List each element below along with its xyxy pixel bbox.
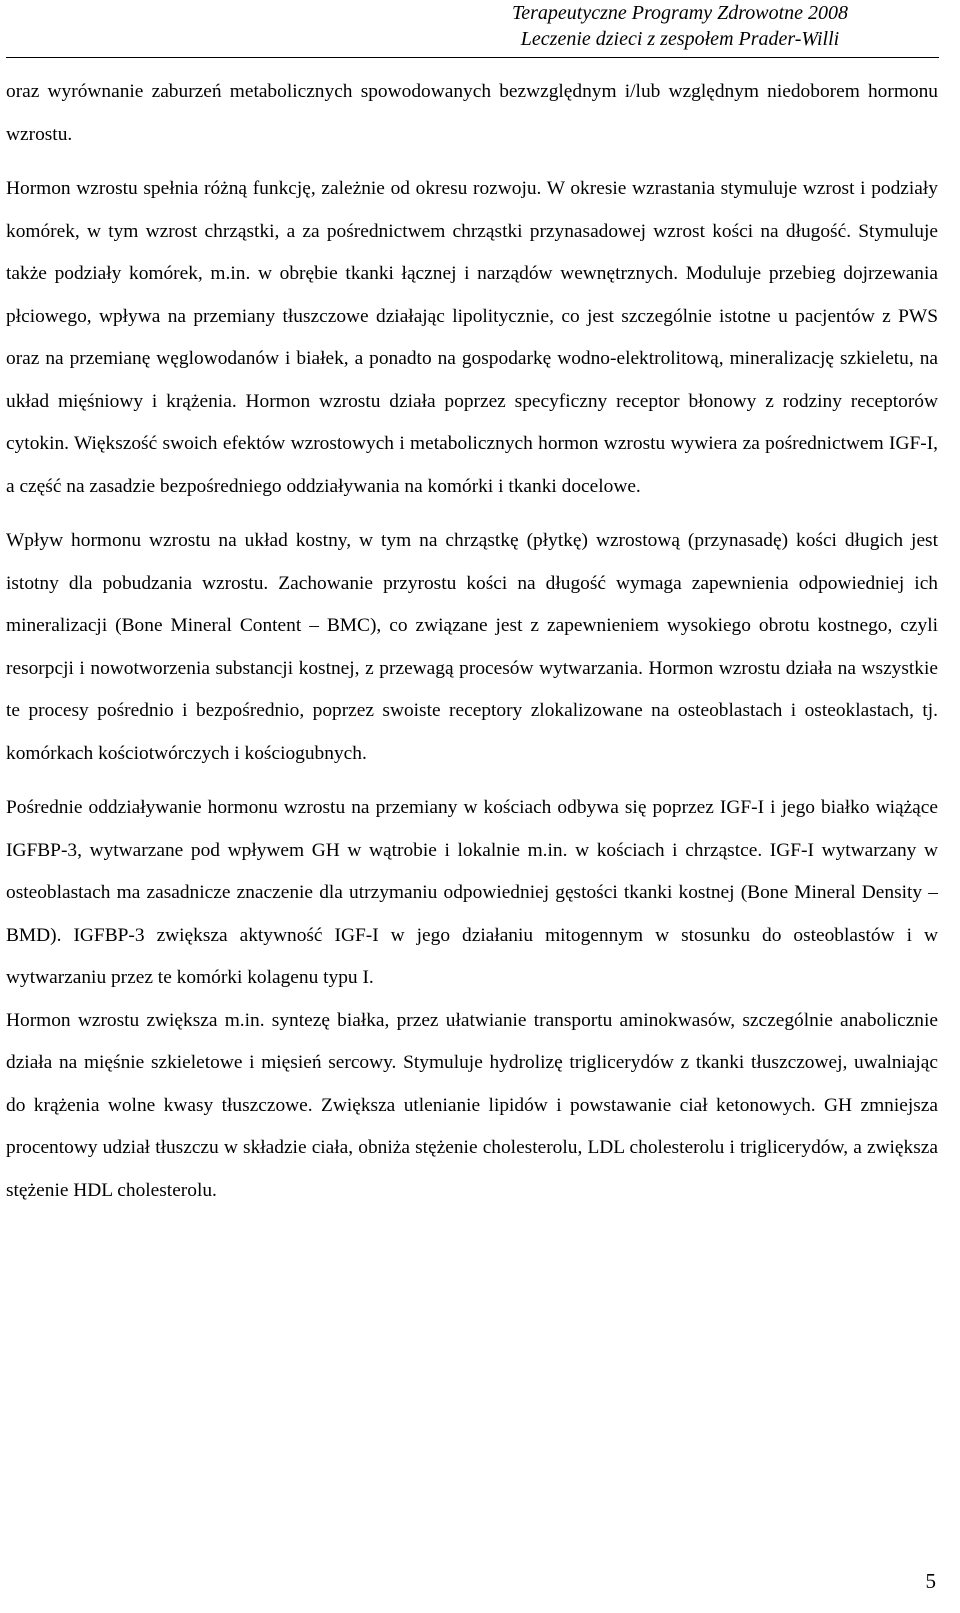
header-article-title: Leczenie dzieci z zespołem Prader-Willi <box>520 28 840 50</box>
running-header <box>470 0 890 52</box>
header-journal-title: Terapeutyczne Programy Zdrowotne 2008 <box>511 2 849 24</box>
paragraph-indirect-action: Pośrednie oddziaływanie hormonu wzrostu na przemiany w kościach odbywa się poprzez IGF-I i jego białko wiążące IGFBP-3, wytwarzane pod wpływem GH w wątrobie i lokalnie m.in. w kościach i chrząstce. IGF-I wytwarzany w osteoblastach ma zasadnicze znaczenie dla utrzymaniu odpowiedniej gęstości tkanki kostnej (Bone Mineral Density – BMD). IGFBP-3 zwiększa aktywność IGF-I w jego działaniu mitogennym w stosunku do osteoblastów i w wytwarzaniu przez te komórki kolagenu typu I. <box>6 797 938 988</box>
paragraph-intro-continuation: oraz wyrównanie zaburzeń metabolicznych spowodowanych bezwzględnym i/lub względnym niedoborem hormonu wzrostu. <box>6 81 938 145</box>
page-number: 5 <box>925 1569 936 1593</box>
paragraph-bone-system: Wpływ hormonu wzrostu na układ kostny, w tym na chrząstkę (płytkę) wzrostową (przynasadę) kości długich jest istotny dla pobudzania wzrostu. Zachowanie przyrostu kości na długość wymaga zapewnienia odpowiedniej ich mineralizacji (Bone Mineral Content – BMC), co związane jest z zapewnieniem wysokiego obrotu kostnego, czyli resorpcji i nowotworzenia substancji kostnej, z przewagą procesów wytwarzania. Hormon wzrostu działa na wszystkie te procesy pośrednio i bezpośrednio, poprzez swoiste receptory zlokalizowane na osteoblastach i osteoklastach, tj. komórkach kościotwórczych i kościogubnych. <box>6 530 938 764</box>
header-rule <box>6 57 939 58</box>
body-text <box>6 71 938 1212</box>
paragraph-hormone-functions: Hormon wzrostu spełnia różną funkcję, zależnie od okresu rozwoju. W okresie wzrastania stymuluje wzrost i podziały komórek, w tym wzrost chrząstki, a za pośrednictwem chrząstki przynasadowej wzrost kości na długość. Stymuluje także podziały komórek, m.in. w obrębie tkanki łącznej i narządów wewnętrznych. Moduluje przebieg dojrzewania płciowego, wpływa na przemiany tłuszczowe działając lipolitycznie, co jest szczególnie istotne u pacjentów z PWS oraz na przemianę węglowodanów i białek, a ponadto na gospodarkę wodno-elektrolitową, mineralizację szkieletu, na układ mięśniowy i krążenia. Hormon wzrostu działa poprzez specyficzny receptor błonowy z rodziny receptorów cytokin. Większość swoich efektów wzrostowych i metabolicznych hormon wzrostu wywiera za pośrednictwem IGF-I, a część na zasadzie bezpośredniego oddziaływania na komórki i tkanki docelowe. <box>6 178 938 497</box>
paragraph-metabolic-effects: Hormon wzrostu zwiększa m.in. syntezę białka, przez ułatwianie transportu aminokwasów, szczególnie anabolicznie działa na mięśnie szkieletowe i mięsień sercowy. Stymuluje hydrolizę triglicerydów z tkanki tłuszczowej, uwalniając do krążenia wolne kwasy tłuszczowe. Zwiększa utlenianie lipidów i powstawanie ciał ketonowych. GH zmniejsza procentowy udział tłuszczu w składzie ciała, obniża stężenie cholesterolu, LDL cholesterolu i triglicerydów, a zwiększa stężenie HDL cholesterolu. <box>6 1009 938 1201</box>
